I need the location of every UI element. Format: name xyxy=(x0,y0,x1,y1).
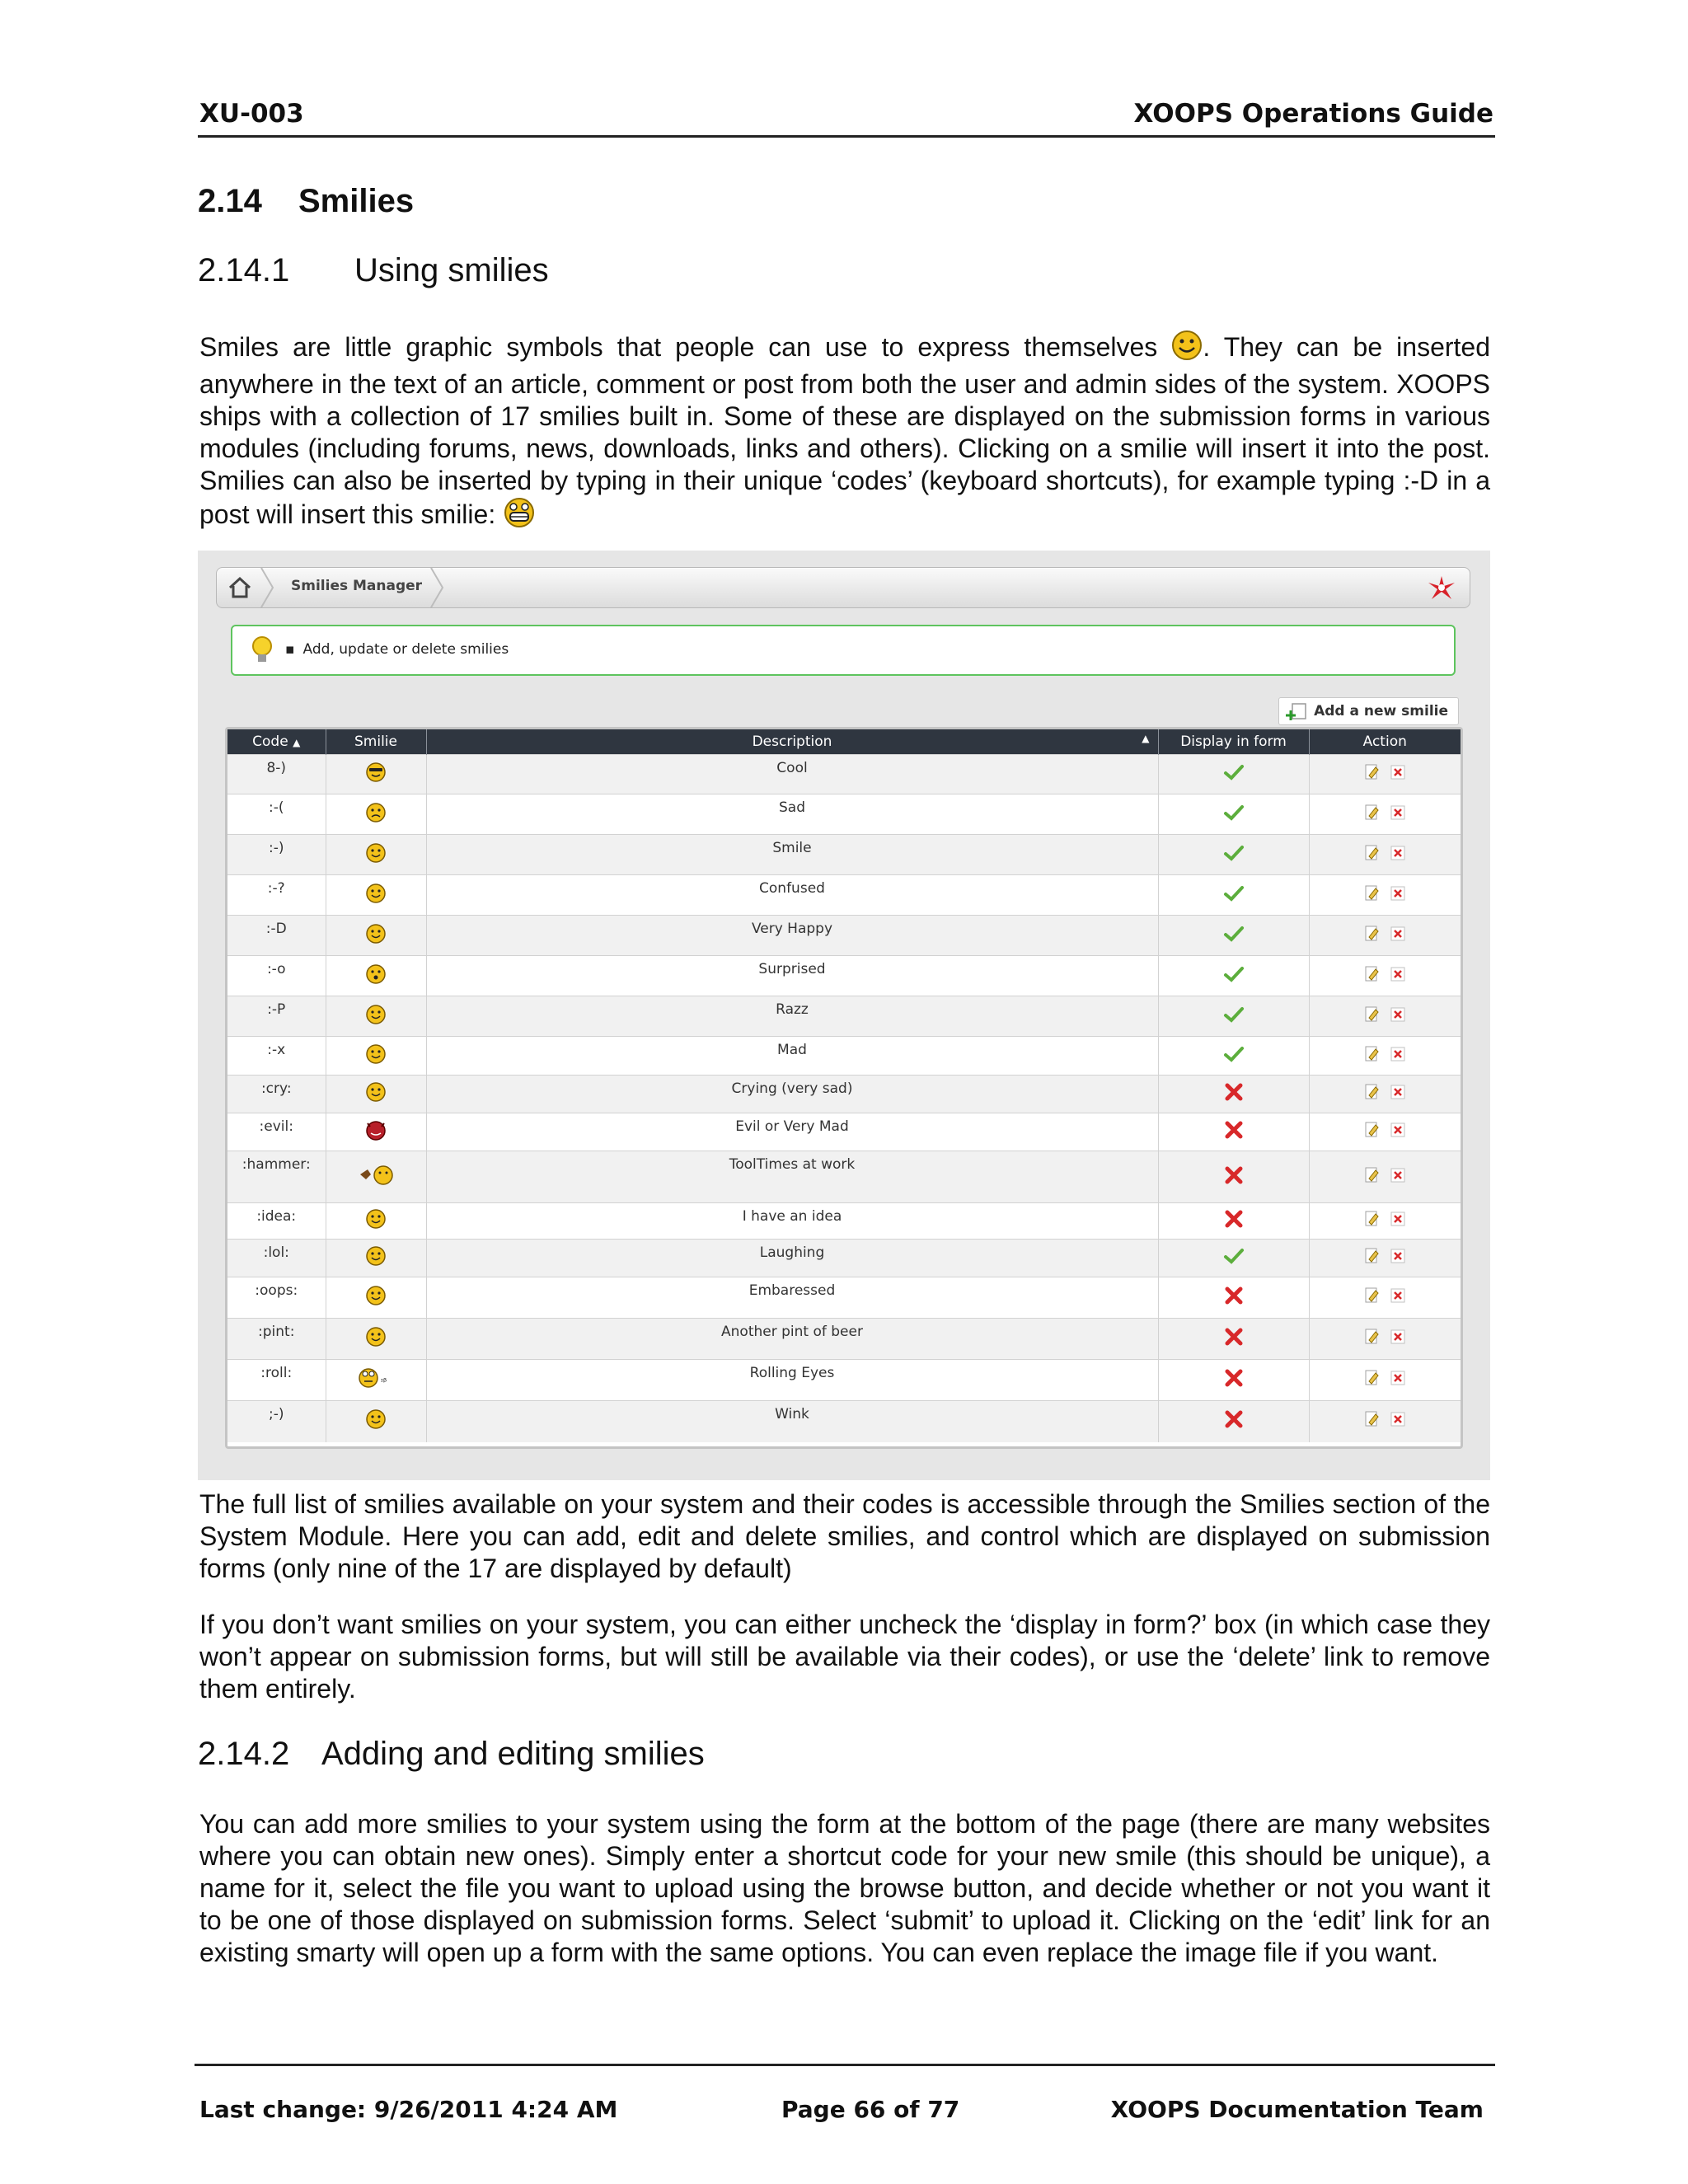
evil-smilie-icon xyxy=(326,1113,426,1151)
table-row xyxy=(227,1277,1461,1319)
smilie-description: Rolling Eyes xyxy=(426,1360,1158,1401)
display-enabled-icon[interactable] xyxy=(1158,916,1309,956)
smilie-description: Wink xyxy=(426,1401,1158,1442)
last-change: Last change: 9/26/2011 4:24 AM xyxy=(199,2096,618,2123)
smilie-description: Very Happy xyxy=(426,916,1158,956)
column-header-action: Action xyxy=(1309,729,1461,755)
smilie-description: Evil or Very Mad xyxy=(426,1113,1158,1151)
delete-icon[interactable] xyxy=(1390,765,1405,784)
action-cell xyxy=(1309,1360,1461,1401)
edit-icon[interactable] xyxy=(1364,1410,1381,1432)
edit-icon[interactable] xyxy=(1364,1210,1381,1232)
smilie-description: Razz xyxy=(426,996,1158,1037)
smilie-code: :-D xyxy=(227,916,326,956)
smilie-description: Crying (very sad) xyxy=(426,1076,1158,1113)
very-happy-emoticon-icon xyxy=(503,497,536,536)
smilie-code: :-P xyxy=(227,996,326,1037)
column-header-display-in-form: Display in form xyxy=(1158,729,1309,755)
page-footer xyxy=(195,2064,1495,2123)
display-disabled-icon[interactable] xyxy=(1158,1203,1309,1240)
smilie-code: 8-) xyxy=(227,755,326,794)
pint-smilie-icon xyxy=(326,1319,426,1360)
column-header-smilie: Smilie xyxy=(326,729,426,755)
display-enabled-icon[interactable] xyxy=(1158,835,1309,875)
action-cell xyxy=(1309,1151,1461,1203)
wink-smilie-icon xyxy=(326,1401,426,1442)
smile-emoticon-icon xyxy=(1171,330,1203,368)
action-cell xyxy=(1309,755,1461,794)
table-row xyxy=(227,1240,1461,1277)
smilie-description: I have an idea xyxy=(426,1203,1158,1240)
action-cell xyxy=(1309,1037,1461,1076)
action-cell xyxy=(1309,1401,1461,1442)
smilie-code: :roll: xyxy=(227,1360,326,1401)
smilies-manager-screenshot xyxy=(198,551,1490,1480)
edit-icon[interactable] xyxy=(1364,1286,1381,1309)
table-row xyxy=(227,1151,1461,1203)
smilie-code: :cry: xyxy=(227,1076,326,1113)
smilie-description: Another pint of beer xyxy=(426,1319,1158,1360)
display-disabled-icon[interactable] xyxy=(1158,1277,1309,1319)
display-disabled-icon[interactable] xyxy=(1158,1401,1309,1442)
display-enabled-icon[interactable] xyxy=(1158,1240,1309,1277)
smilie-code: :-? xyxy=(227,875,326,916)
svg-text:ᶦᵝ: ᶦᵝ xyxy=(381,1376,387,1387)
smilie-description: Mad xyxy=(426,1037,1158,1076)
intro-text-1: Smiles are little graphic symbols that people can use to express themselves xyxy=(199,332,1172,362)
table-row xyxy=(227,1113,1461,1151)
home-icon[interactable] xyxy=(223,573,256,602)
edit-icon[interactable] xyxy=(1364,804,1381,826)
smilie-code: :oops: xyxy=(227,1277,326,1319)
edit-icon[interactable] xyxy=(1364,1166,1381,1188)
doc-id: XU-003 xyxy=(199,99,304,129)
display-disabled-icon[interactable] xyxy=(1158,1319,1309,1360)
smilie-description: Smile xyxy=(426,835,1158,875)
table-row xyxy=(227,916,1461,956)
tip-box xyxy=(231,625,1456,676)
smile-smilie-icon xyxy=(326,835,426,875)
smilie-description: Cool xyxy=(426,755,1158,794)
delete-icon[interactable] xyxy=(1390,1249,1405,1268)
delete-icon[interactable] xyxy=(1390,1122,1405,1141)
section-heading xyxy=(198,183,414,220)
delete-icon[interactable] xyxy=(1390,1047,1405,1066)
table-row xyxy=(227,996,1461,1037)
edit-icon[interactable] xyxy=(1364,1328,1381,1350)
delete-icon[interactable] xyxy=(1390,1412,1405,1431)
subsection-heading-using xyxy=(198,252,549,289)
smilie-description: Laughing xyxy=(426,1240,1158,1277)
subsection-title: Using smilies xyxy=(354,252,549,288)
razz-smilie-icon xyxy=(326,996,426,1037)
table-row xyxy=(227,1203,1461,1240)
delete-icon[interactable] xyxy=(1390,1007,1405,1026)
footer-team: XOOPS Documentation Team xyxy=(1110,2096,1484,2123)
smilie-code: :idea: xyxy=(227,1203,326,1240)
display-disabled-icon[interactable] xyxy=(1158,1151,1309,1203)
add-new-smilie-label: Add a new smilie xyxy=(1314,703,1448,719)
smilie-description: Embaressed xyxy=(426,1277,1158,1319)
action-cell xyxy=(1309,1277,1461,1319)
smilie-code: ;-) xyxy=(227,1401,326,1442)
hammer-smilie-icon xyxy=(326,1151,426,1203)
display-enabled-icon[interactable] xyxy=(1158,875,1309,916)
action-cell xyxy=(1309,1319,1461,1360)
display-enabled-icon[interactable] xyxy=(1158,1037,1309,1076)
very-happy-smilie-icon xyxy=(326,916,426,956)
display-enabled-icon[interactable] xyxy=(1158,956,1309,996)
display-enabled-icon[interactable] xyxy=(1158,794,1309,835)
edit-icon[interactable] xyxy=(1364,965,1381,987)
roll-smilie-icon xyxy=(326,1360,426,1401)
smilie-description: Surprised xyxy=(426,956,1158,996)
action-cell xyxy=(1309,1113,1461,1151)
action-cell xyxy=(1309,916,1461,956)
smilie-code: :hammer: xyxy=(227,1151,326,1203)
subsection-number: 2.14.2 xyxy=(198,1736,290,1772)
table-row xyxy=(227,794,1461,835)
edit-icon[interactable] xyxy=(1364,925,1381,947)
delete-icon[interactable] xyxy=(1390,1329,1405,1348)
delete-icon[interactable] xyxy=(1390,1371,1405,1390)
display-enabled-icon[interactable] xyxy=(1158,755,1309,794)
page-header xyxy=(198,96,1495,138)
smilies-table xyxy=(227,729,1461,1442)
confused-smilie-icon xyxy=(326,875,426,916)
table-row xyxy=(227,956,1461,996)
delete-icon[interactable] xyxy=(1390,886,1405,905)
intro-text-2: . They can be inserted anywhere in the text of an article, comment or post from both the user and admin sides of the system. XOOPS ships with a collection of 17 smilies built in. Some of these are displayed on the submission forms in various modules (including forums, news, downloads, links and others). Clicking on a smilie will insert it into the post. Smilies can also be inserted by typing in their unique ‘codes’ (keyboard shortcuts), for example typing :-D in a post will insert this smilie: xyxy=(199,332,1491,529)
smilie-description: Sad xyxy=(426,794,1158,835)
action-cell xyxy=(1309,1076,1461,1113)
display-disabled-icon[interactable] xyxy=(1158,1360,1309,1401)
delete-icon[interactable] xyxy=(1390,805,1405,824)
action-cell xyxy=(1309,1203,1461,1240)
display-disabled-icon[interactable] xyxy=(1158,1076,1309,1113)
table-row xyxy=(227,835,1461,875)
breadcrumb-smilies-manager[interactable]: Smilies Manager xyxy=(291,578,423,594)
subsection-number: 2.14.1 xyxy=(198,252,290,288)
mad-smilie-icon xyxy=(326,1037,426,1076)
delete-icon[interactable] xyxy=(1390,967,1405,986)
column-header-code[interactable]: Code ▲ xyxy=(227,729,326,755)
subsection-title: Adding and editing smilies xyxy=(321,1736,705,1772)
action-cell xyxy=(1309,996,1461,1037)
paragraph-adding-smilies: You can add more smilies to your system using the form at the bottom of the page (there are many websites where you can obtain new ones). Simply enter a shortcut code for your new smile (this should be unique), a name for it, select the file you want to upload using the browse button, and decide whether or not you want it to be one of those displayed on submission forms. Select ‘submit’ to upload it. Clicking on the ‘edit’ link for an existing smarty will open up a form with the same options. You can even replace the image file if you want. xyxy=(199,1809,1490,1967)
edit-icon[interactable] xyxy=(1364,884,1381,907)
cool-smilie-icon xyxy=(326,755,426,794)
intro-paragraph xyxy=(199,330,1490,536)
smilie-code: :-o xyxy=(227,956,326,996)
table-row xyxy=(227,1037,1461,1076)
smilie-description: ToolTimes at work xyxy=(426,1151,1158,1203)
table-row xyxy=(227,875,1461,916)
action-cell xyxy=(1309,1240,1461,1277)
action-cell xyxy=(1309,794,1461,835)
delete-icon[interactable] xyxy=(1390,1288,1405,1307)
table-row xyxy=(227,1401,1461,1442)
delete-icon[interactable] xyxy=(1390,1212,1405,1230)
breadcrumb xyxy=(216,567,1470,608)
smilie-code: :pint: xyxy=(227,1319,326,1360)
edit-icon[interactable] xyxy=(1364,1369,1381,1391)
action-cell xyxy=(1309,956,1461,996)
delete-icon[interactable] xyxy=(1390,926,1405,945)
smilies-table-container xyxy=(225,727,1463,1449)
lightbulb-icon xyxy=(247,635,277,666)
add-icon xyxy=(1284,701,1309,723)
section-number: 2.14 xyxy=(198,183,262,219)
smilie-code: :-) xyxy=(227,835,326,875)
sad-smilie-icon xyxy=(326,794,426,835)
oops-smilie-icon xyxy=(326,1277,426,1319)
edit-icon[interactable] xyxy=(1364,844,1381,866)
page-number: Page 66 of 77 xyxy=(781,2096,960,2123)
smilie-code: :evil: xyxy=(227,1113,326,1151)
paragraph-full-list: The full list of smilies available on your system and their codes is accessible through the Smilies section of the System Module. Here you can add, edit and delete smilies, and control which are displayed on submission forms (only nine of the 17 are displayed by default) xyxy=(199,1489,1490,1583)
smilie-code: :lol: xyxy=(227,1240,326,1277)
table-header-row xyxy=(227,729,1461,755)
table-row xyxy=(227,755,1461,794)
smilie-code: :-x xyxy=(227,1037,326,1076)
idea-smilie-icon xyxy=(326,1203,426,1240)
sort-icon[interactable]: ▲ xyxy=(1142,733,1150,744)
edit-icon[interactable] xyxy=(1364,1045,1381,1067)
edit-icon[interactable] xyxy=(1364,1121,1381,1143)
paragraph-disable-smilies: If you don’t want smilies on your system, you can either uncheck the ‘display in form?’ box (in which case they won’t appear on submission forms, but will still be available via their codes), or use the ‘delete’ link to remove them entirely. xyxy=(199,1610,1490,1704)
table-row xyxy=(227,1076,1461,1113)
lol-smilie-icon xyxy=(326,1240,426,1277)
display-disabled-icon[interactable] xyxy=(1158,1113,1309,1151)
doc-title: XOOPS Operations Guide xyxy=(1133,99,1493,129)
table-row xyxy=(227,1360,1461,1401)
delete-icon[interactable] xyxy=(1390,1085,1405,1104)
edit-icon[interactable] xyxy=(1364,763,1381,785)
delete-icon[interactable] xyxy=(1390,846,1405,865)
edit-icon[interactable] xyxy=(1364,1083,1381,1105)
tip-text: ▪ Add, update or delete smilies xyxy=(285,641,509,658)
edit-icon[interactable] xyxy=(1364,1247,1381,1269)
column-header-description[interactable]: Description ▲ xyxy=(426,729,1158,755)
add-new-smilie-button[interactable] xyxy=(1278,697,1459,725)
section-title: Smilies xyxy=(298,183,415,219)
display-enabled-icon[interactable] xyxy=(1158,996,1309,1037)
cry-smilie-icon xyxy=(326,1076,426,1113)
smilie-description: Confused xyxy=(426,875,1158,916)
table-row xyxy=(227,1319,1461,1360)
action-cell xyxy=(1309,835,1461,875)
delete-icon[interactable] xyxy=(1390,1168,1405,1187)
subsection-heading-adding xyxy=(198,1736,705,1773)
smilie-code: :-( xyxy=(227,794,326,835)
edit-icon[interactable] xyxy=(1364,1005,1381,1028)
action-cell xyxy=(1309,875,1461,916)
module-logo-icon xyxy=(1423,573,1460,602)
surprised-smilie-icon xyxy=(326,956,426,996)
